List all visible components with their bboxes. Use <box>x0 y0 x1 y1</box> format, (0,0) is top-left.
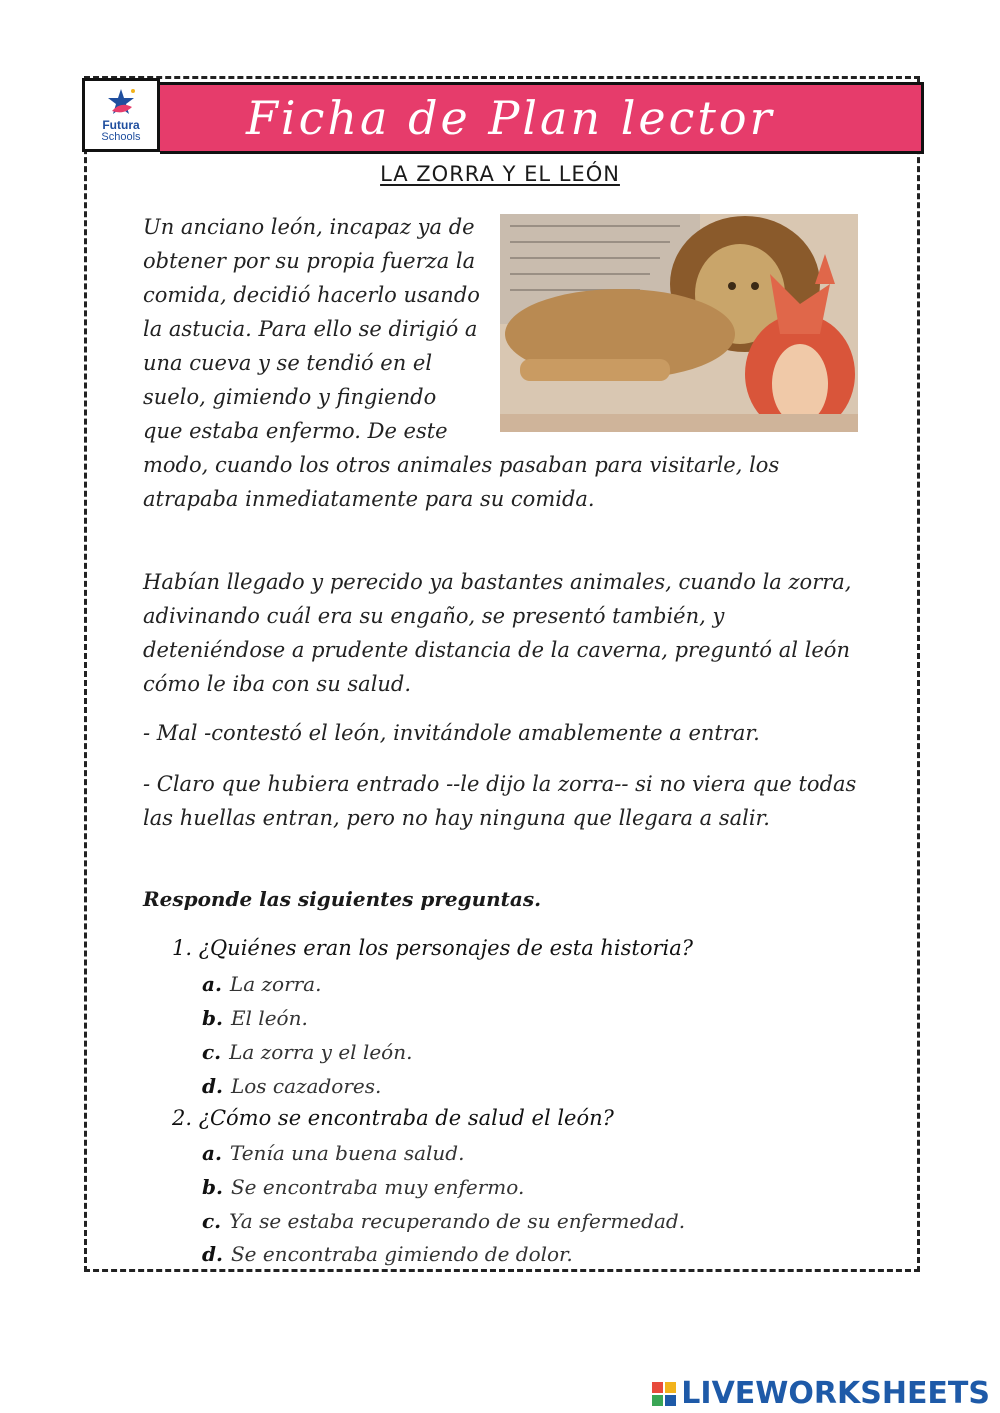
lion-fox-illustration <box>500 214 858 432</box>
option-letter: a. <box>202 1141 222 1165</box>
option-letter: d. <box>202 1242 223 1266</box>
star-logo-icon <box>104 87 138 117</box>
question-1-option-d[interactable] <box>202 1074 381 1098</box>
title-bar <box>160 82 924 154</box>
liveworksheets-logo-icon <box>651 1381 677 1407</box>
question-1: 1. ¿Quiénes eran los personajes de esta historia? <box>172 936 694 960</box>
question-1-option-a[interactable] <box>202 972 321 996</box>
question-1-option-c[interactable] <box>202 1040 412 1064</box>
option-letter: c. <box>202 1040 222 1064</box>
question-2-option-c[interactable] <box>202 1209 685 1233</box>
option-letter: b. <box>202 1006 223 1030</box>
liveworksheets-brand[interactable] <box>651 1376 990 1411</box>
story-title <box>0 162 1000 186</box>
school-logo <box>82 78 160 152</box>
story-title-text: LA ZORRA Y EL LEÓN <box>380 162 620 186</box>
option-text: Se encontraba gimiendo de dolor. <box>230 1242 573 1266</box>
option-text: Se encontraba muy enfermo. <box>230 1175 525 1199</box>
logo-text-schools: Schools <box>101 131 141 143</box>
option-text: Tenía una buena salud. <box>229 1141 465 1165</box>
page-title: Ficha de Plan lector <box>246 91 775 145</box>
story-paragraph-4: - Claro que hubiera entrado --le dijo la zorra-- si no viera que todas las huellas entran, pero no hay ninguna que llegara a salir. <box>143 772 857 830</box>
option-letter: c. <box>202 1209 222 1233</box>
option-letter: d. <box>202 1074 223 1098</box>
option-text: La zorra. <box>229 972 322 996</box>
question-2-option-b[interactable] <box>202 1175 524 1199</box>
story-paragraph-3: - Mal -contestó el león, invitándole amablemente a entrar. <box>143 721 760 745</box>
story-paragraph-1 <box>143 210 858 516</box>
logo-text-futura: Futura <box>102 118 140 132</box>
brand-text: LIVEWORKSHEETS <box>681 1376 990 1411</box>
option-text: Ya se estaba recuperando de su enfermedad. <box>229 1209 686 1233</box>
question-2-option-a[interactable] <box>202 1141 464 1165</box>
question-2: 2. ¿Cómo se encontraba de salud el león? <box>172 1106 614 1130</box>
option-letter: a. <box>202 972 222 996</box>
question-2-option-d[interactable] <box>202 1242 573 1266</box>
option-text: La zorra y el león. <box>229 1040 413 1064</box>
story-paragraph-2: Habían llegado y perecido ya bastantes animales, cuando la zorra, adivinando cuál era su engaño, se presentó también, y deteniéndose a prudente distancia de la caverna, preguntó al león cómo le iba con su salud. <box>143 570 852 696</box>
quiz-instructions: Responde las siguientes preguntas. <box>143 887 542 911</box>
option-text: El león. <box>230 1006 308 1030</box>
question-1-option-b[interactable] <box>202 1006 308 1030</box>
option-letter: b. <box>202 1175 223 1199</box>
story-paragraph-1-text: Un anciano león, incapaz ya de obtener por su propia fuerza la comida, decidió hacerlo usando la astucia. Para ello se dirigió a una cueva y se tendió en el suelo, gimiendo y fingiendo que estaba enfermo. De este modo, cuando los otros animales pasaban para visitarle, los atrapaba inmediatamente para su comida. <box>143 215 780 511</box>
option-text: Los cazadores. <box>230 1074 382 1098</box>
